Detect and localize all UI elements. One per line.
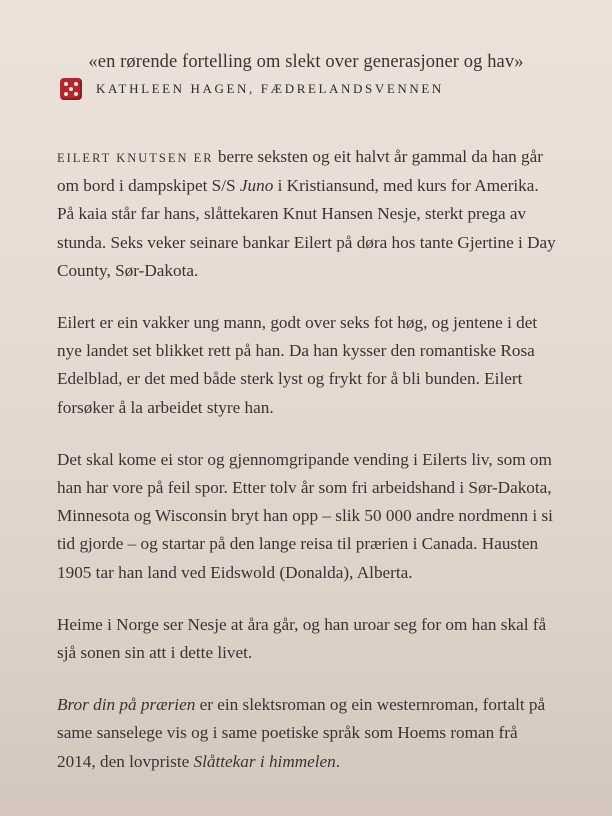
paragraph-1: [57, 143, 557, 285]
ship-name: Juno: [239, 176, 274, 196]
paragraph-text: i Kristiansund, med kurs for Amerika. På kaia står far hans, slåttekaren Knut Hansen Nesje, sterkt prega av stunda. Seks veker seinare bankar Eilert på døra hos tante Gjertine i Day County, Sør-Dakota.: [57, 176, 556, 280]
paragraph-text: er ein slektsroman og ein westernroman, fortalt på same sanselege vis og i same poetiske språk som Hoems roman frå 2014, den lovpriste: [57, 695, 546, 771]
paragraph-2: Eilert er ein vakker ung mann, godt over seks fot høg, og jentene i det nye landet set blikket rett på han. Da han kysser den romantiske Rosa Edelblad, er det med både sterk lyst og frykt for å bli bunden. Eilert forsøker å la arbeidet styre han.: [57, 313, 538, 417]
previous-book-title: Slåttekar i himmelen: [193, 751, 336, 771]
paragraph-5: [57, 691, 557, 776]
paragraph-text: berre seksten og eit halvt år gammal da han går om bord i dampskipet S/S: [57, 147, 543, 196]
review-attribution: [60, 78, 444, 100]
blurb: [57, 143, 557, 800]
book-title: Bror din på prærien: [57, 695, 196, 715]
dice-icon: [60, 78, 82, 100]
reviewer-name: KATHLEEN HAGEN, FÆDRELANDSVENNEN: [96, 81, 444, 96]
paragraph-4: Heime i Norge ser Nesje at åra går, og han uroar seg for om han skal få sjå sonen sin att i dette livet.: [57, 614, 547, 663]
lead-small-caps: EILERT KNUTSEN ER: [57, 151, 214, 165]
paragraph-end: .: [335, 751, 341, 771]
paragraph-3: Det skal kome ei stor og gjennomgripande vending i Eilerts liv, som om han har vore på feil spor. Etter tolv år som fri arbeidshand i Sør-Dakota, Minnesota og Wisconsin bryt han opp – slik 50 000 andre nordmenn i si tid gjorde – og startar på den lange reisa til prærien i Canada. Hausten 1905 tar han land ved Eidswold (Donalda), Alberta.: [57, 449, 553, 582]
review-quote: «en rørende fortelling om slekt over generasjoner og hav»: [88, 52, 524, 72]
